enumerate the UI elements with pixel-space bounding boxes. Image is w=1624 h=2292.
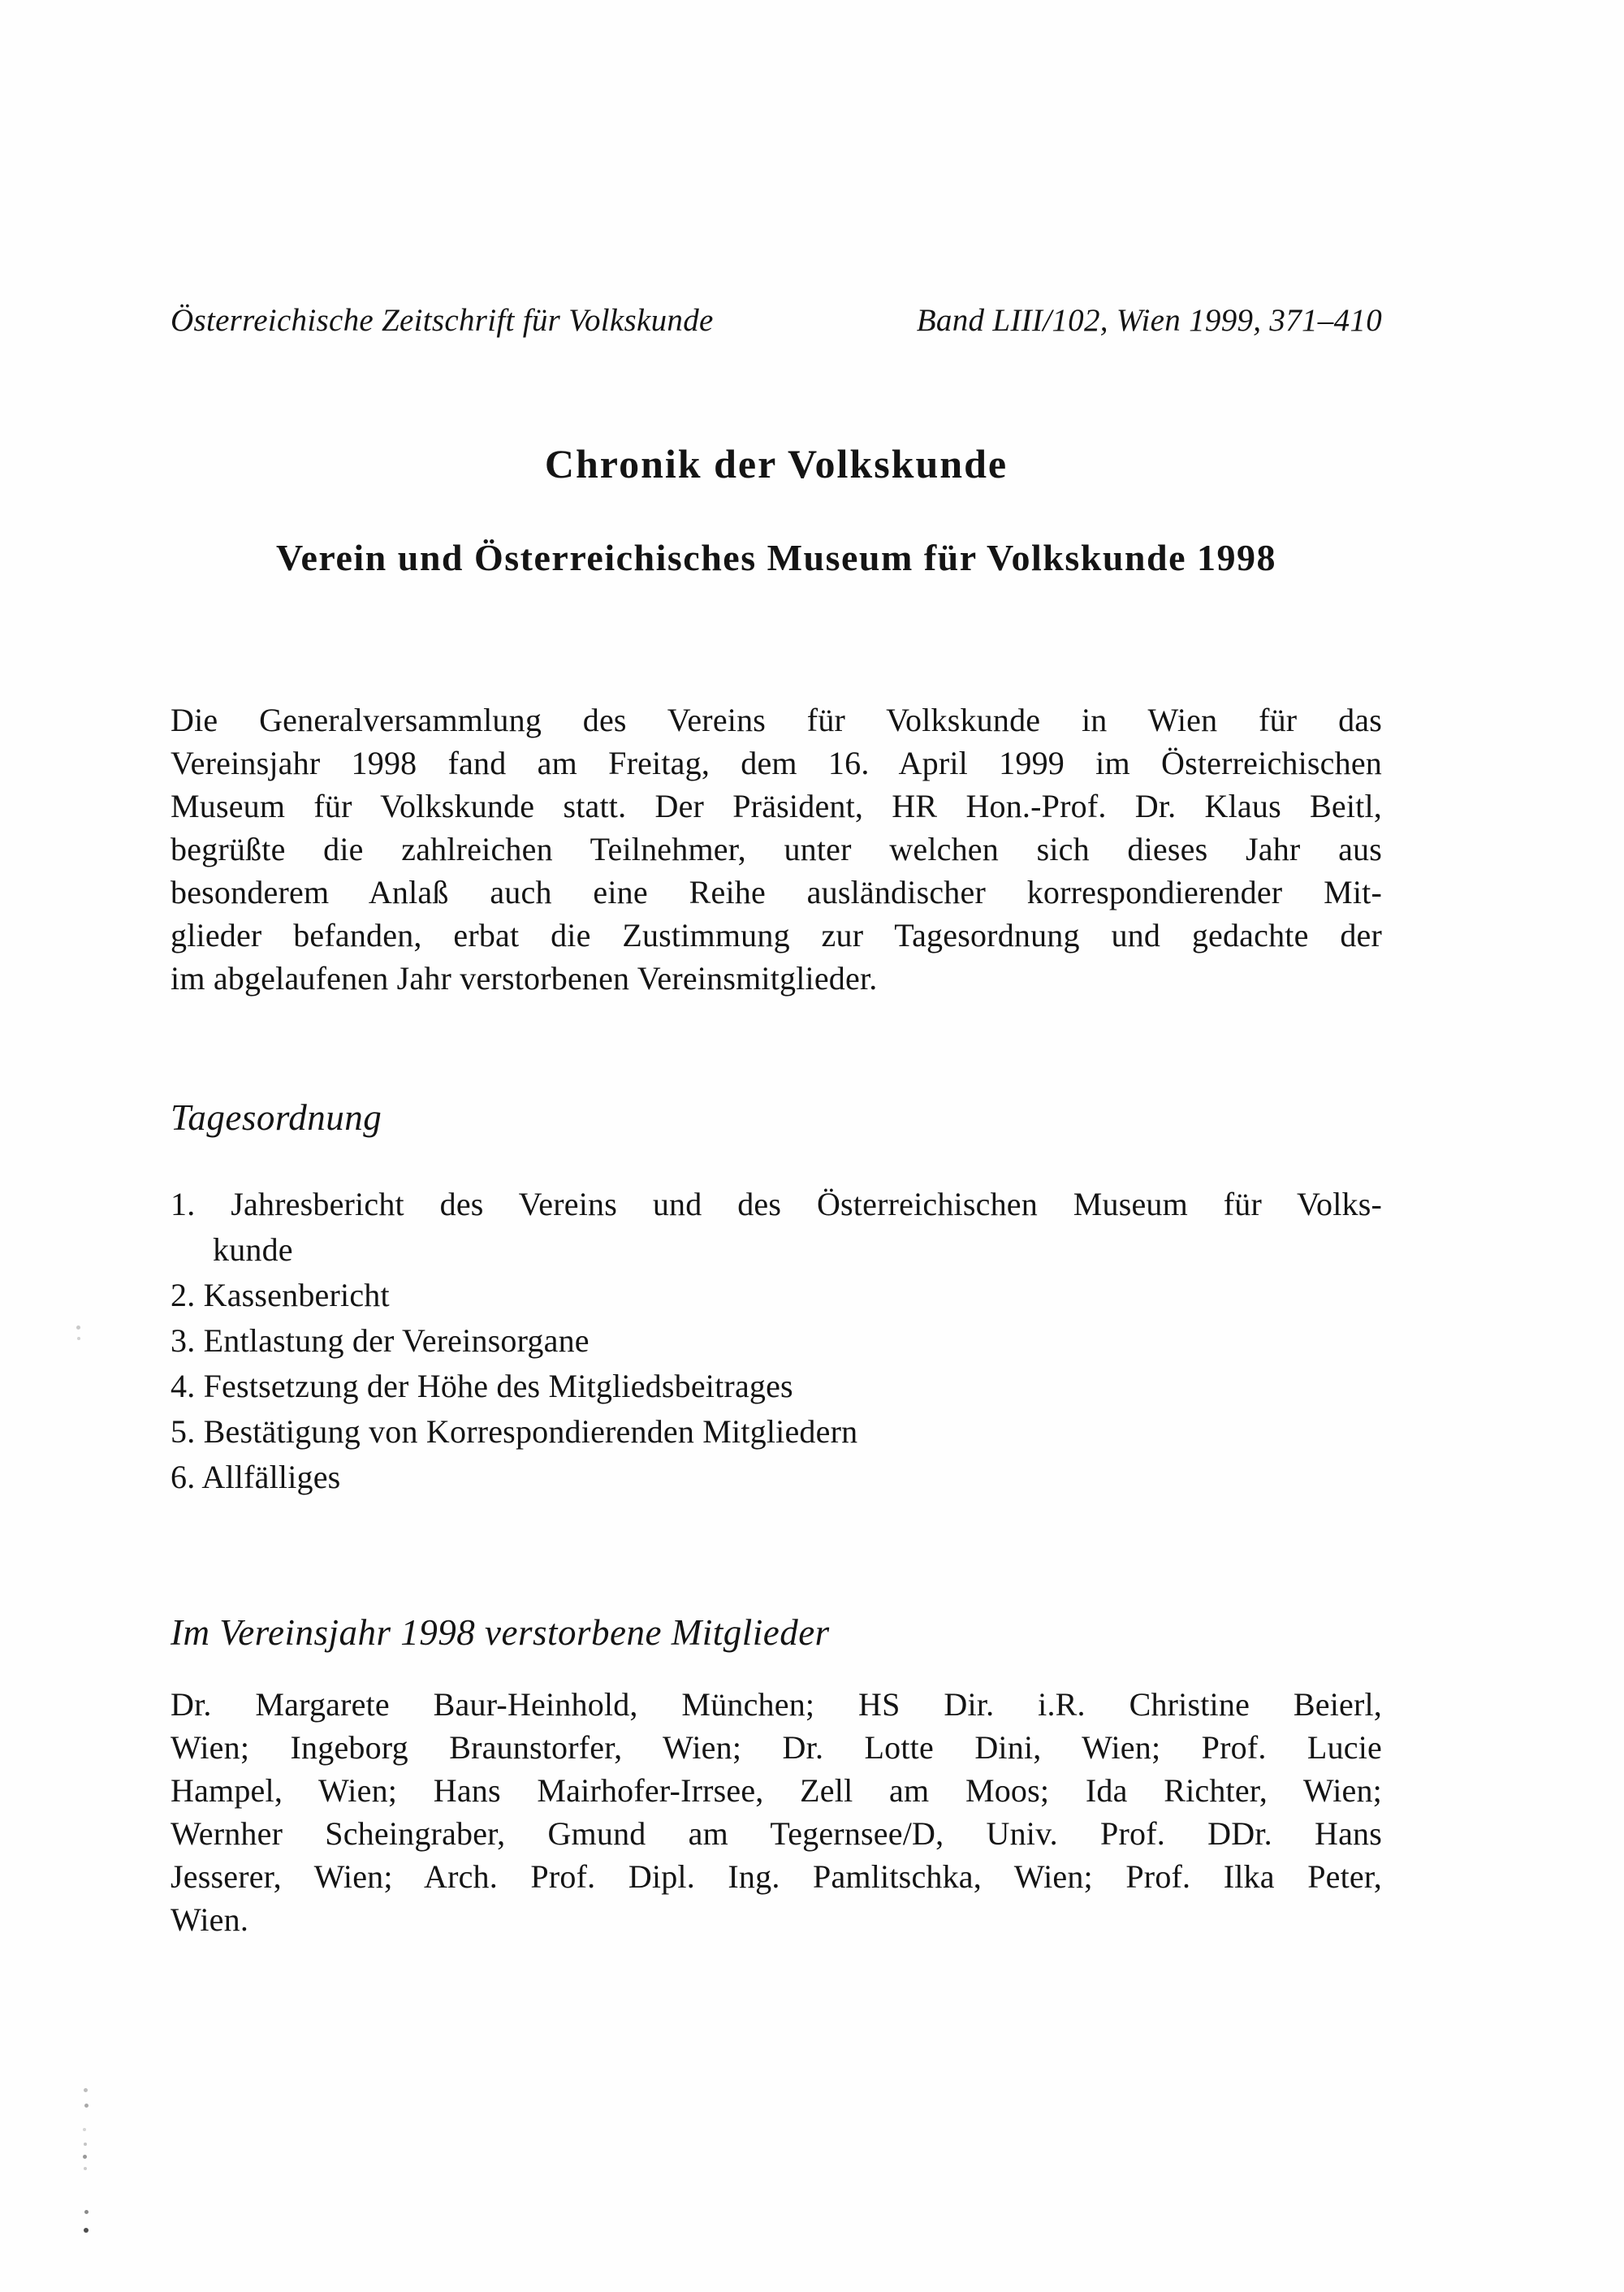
agenda-item-text: Kassenbericht [203,1277,390,1313]
agenda-item-number: 4. [171,1368,196,1404]
deceased-line: Dr. Margarete Baur-Heinhold, München; HS Dir. i.R. Christine Beierl, [171,1686,1382,1723]
agenda-item [171,1364,1382,1409]
agenda-item [171,1182,1382,1227]
scan-speck [84,2088,88,2092]
scan-speck [84,2104,89,2108]
intro-line: glieder befanden, erbat die Zustimmung zur Tagesordnung und gedachte der [171,917,1382,954]
deceased-line: Jesserer, Wien; Arch. Prof. Dipl. Ing. Pamlitschka, Wien; Prof. Ilka Peter, [171,1858,1382,1895]
agenda-item-continuation: kunde [213,1231,293,1268]
agenda-heading: Tagesordnung [171,1097,382,1138]
agenda-item-text: Jahresbericht des Vereins und des Österreichischen Museum für Volks- [231,1186,1382,1222]
agenda-item-text: Allfälliges [201,1459,341,1495]
page-subtitle: Verein und Österreichisches Museum für Volkskunde 1998 [275,537,1277,578]
issue-info: Band LIII/102, Wien 1999, 371–410 [916,303,1382,338]
agenda-item-number: 5. [171,1413,196,1450]
scan-speck [84,2143,87,2146]
scan-speck [83,2155,87,2159]
deceased-paragraph [171,1683,1382,1941]
deceased-line: Hampel, Wien; Hans Mairhofer-Irrsee, Zell am Moos; Ida Richter, Wien; [171,1772,1382,1809]
agenda-item-text: Entlastung der Vereinsorgane [203,1322,590,1359]
intro-line: Museum für Volkskunde statt. Der Präsident, HR Hon.-Prof. Dr. Klaus Beitl, [171,788,1382,824]
intro-line: Die Generalversammlung des Vereins für Volkskunde in Wien für das [171,702,1382,738]
agenda-item [171,1273,1382,1318]
agenda-item-number: 2. [171,1277,196,1313]
scan-speck [83,2128,86,2131]
deceased-heading: Im Vereinsjahr 1998 verstorbene Mitglieder [171,1612,830,1653]
agenda-item [171,1318,1382,1364]
deceased-line: Wien; Ingeborg Braunstorfer, Wien; Dr. Lotte Dini, Wien; Prof. Lucie [171,1729,1382,1766]
journal-name: Österreichische Zeitschrift für Volkskunde [171,303,714,338]
agenda-item-text: Bestätigung von Korrespondierenden Mitgliedern [203,1413,858,1450]
scan-speck [76,1325,80,1330]
intro-line: besonderem Anlaß auch eine Reihe ausländischer korrespondierender Mit- [171,874,1382,910]
intro-line: im abgelaufenen Jahr verstorbenen Vereinsmitglieder. [171,960,878,997]
scan-speck [84,2210,89,2214]
intro-line: begrüßte die zahlreichen Teilnehmer, unter welchen sich dieses Jahr aus [171,831,1382,867]
agenda-item [171,1409,1382,1455]
agenda-item-number: 6. [171,1459,196,1495]
agenda-item-text: Festsetzung der Höhe des Mitgliedsbeitrages [203,1368,793,1404]
agenda-item [171,1455,1382,1500]
scan-speck [84,2228,89,2233]
scan-speck [77,1337,80,1340]
deceased-line: Wernher Scheingraber, Gmund am Tegernsee/D, Univ. Prof. DDr. Hans [171,1815,1382,1852]
intro-paragraph [171,698,1382,1000]
agenda-item-number: 1. [171,1186,196,1222]
agenda-item-number: 3. [171,1322,196,1359]
intro-line: Vereinsjahr 1998 fand am Freitag, dem 16. April 1999 im Österreichischen [171,745,1382,781]
page-title: Chronik der Volkskunde [544,441,1009,487]
deceased-line: Wien. [171,1901,249,1938]
scan-speck [84,2167,87,2170]
running-head [171,302,1382,339]
agenda-list [171,1182,1382,1500]
